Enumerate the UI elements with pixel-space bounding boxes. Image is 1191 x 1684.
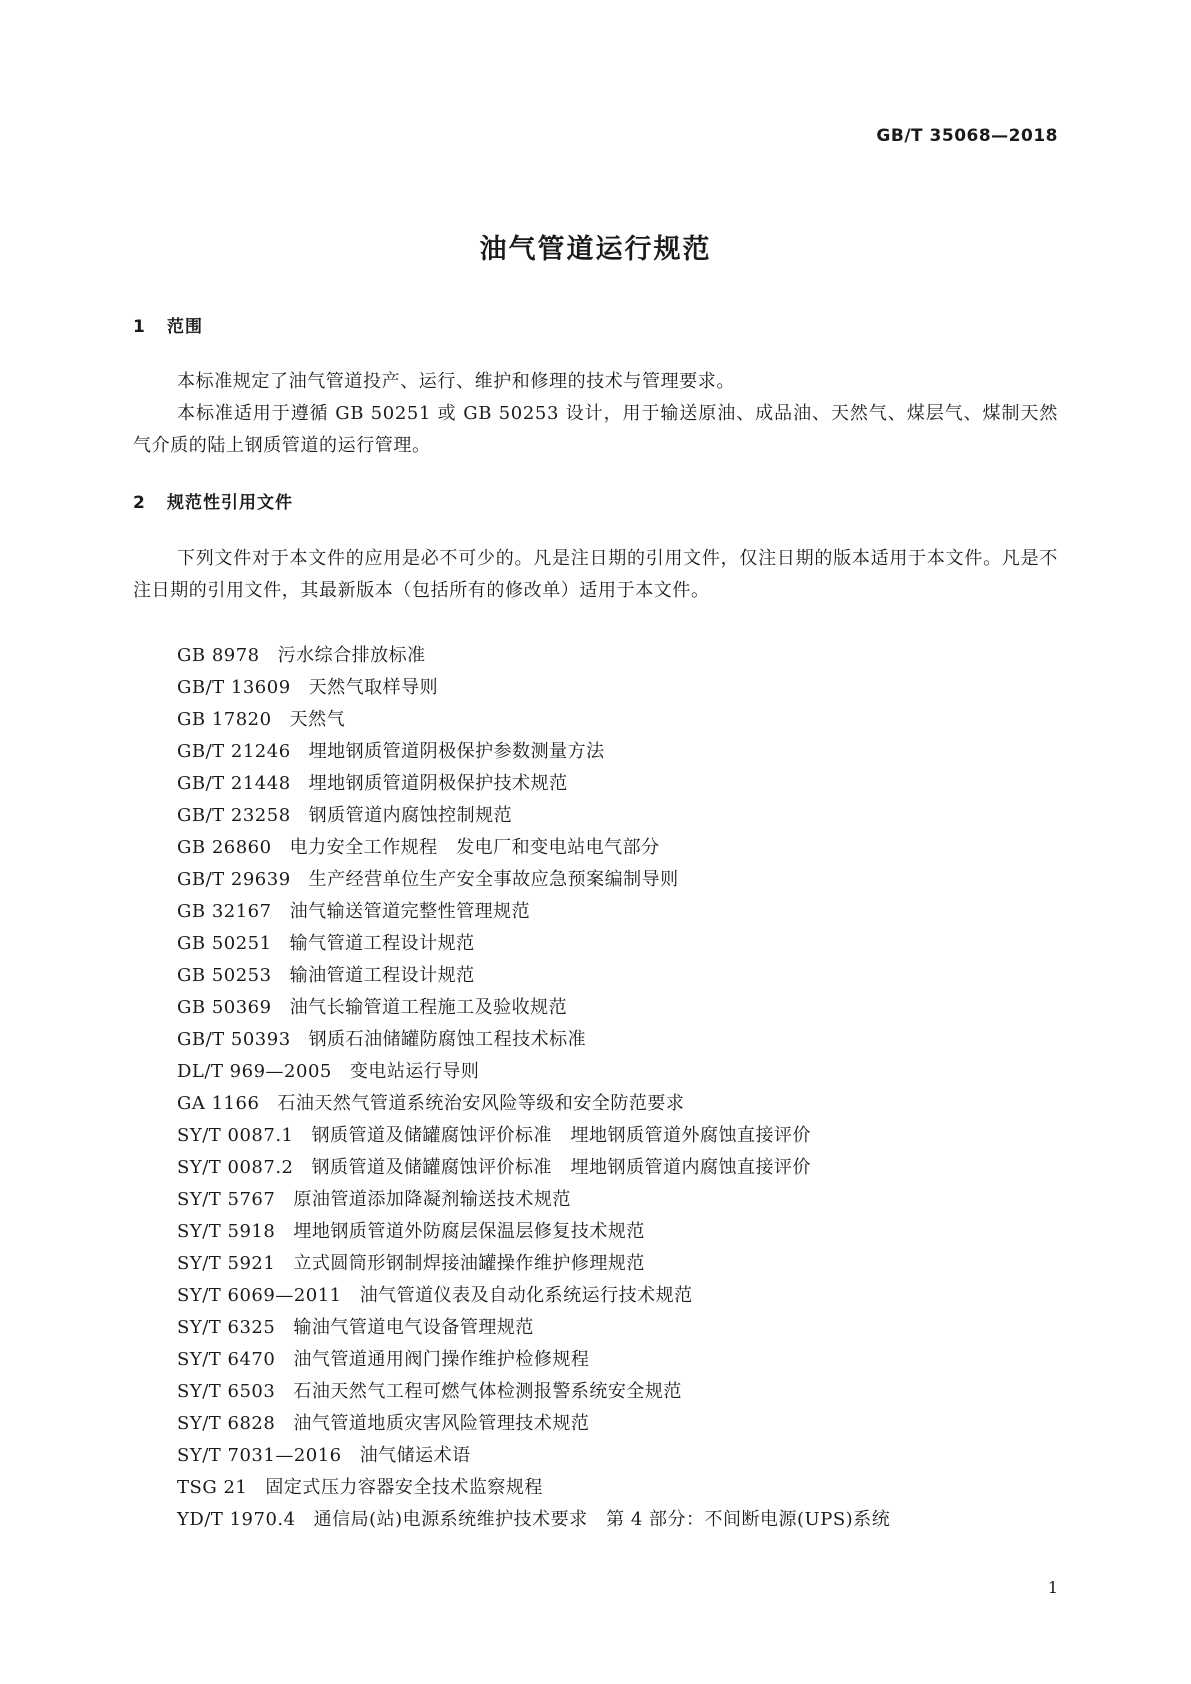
- reference-code: SY/T 5767: [177, 1189, 276, 1210]
- section-heading-normative-references: [133, 488, 293, 513]
- reference-item: [177, 1120, 890, 1152]
- reference-item: [177, 1440, 890, 1472]
- reference-code: GB 50253: [177, 965, 272, 986]
- reference-code: GB/T 23258: [177, 805, 291, 826]
- reference-title: 变电站运行导则: [349, 1061, 480, 1082]
- reference-code: GB 32167: [177, 901, 272, 922]
- reference-item: [177, 832, 890, 864]
- reference-code: SY/T 0087.2: [177, 1157, 294, 1178]
- reference-item: [177, 1152, 890, 1184]
- reference-title: 石油天然气管道系统治安风险等级和安全防范要求: [277, 1093, 685, 1114]
- reference-code: GB 17820: [177, 709, 272, 730]
- reference-title: 污水综合排放标准: [277, 645, 426, 666]
- reference-list: [177, 640, 890, 1536]
- reference-title: 天然气: [289, 709, 346, 730]
- reference-title: 埋地钢质管道外防腐层保温层修复技术规范: [293, 1221, 645, 1242]
- reference-item: [177, 1056, 890, 1088]
- reference-title: 油气管道仪表及自动化系统运行技术规范: [359, 1285, 693, 1306]
- reference-item: [177, 1024, 890, 1056]
- reference-code: YD/T 1970.4: [177, 1509, 296, 1530]
- document-title: 油气管道运行规范: [479, 234, 712, 265]
- reference-code: SY/T 0087.1: [177, 1125, 294, 1146]
- reference-code: TSG 21: [177, 1477, 248, 1498]
- reference-code: SY/T 5921: [177, 1253, 276, 1274]
- reference-item: [177, 1312, 890, 1344]
- reference-item: [177, 704, 890, 736]
- page-number: 1: [1047, 1578, 1058, 1597]
- reference-code: SY/T 6828: [177, 1413, 276, 1434]
- reference-title: 油气管道通用阀门操作维护检修规程: [293, 1349, 590, 1370]
- reference-code: DL/T 969—2005: [177, 1061, 332, 1082]
- reference-title: 油气输送管道完整性管理规范: [289, 901, 531, 922]
- paragraph: 本标准适用于遵循 GB 50251 或 GB 50253 设计，用于输送原油、成品油、天然气、煤层气、煤制天然气介质的陆上钢质管道的运行管理。: [133, 403, 1058, 456]
- reference-code: SY/T 6069—2011: [177, 1285, 342, 1306]
- reference-code: GA 1166: [177, 1093, 260, 1114]
- reference-item: [177, 864, 890, 896]
- section-title: 范围: [167, 317, 203, 337]
- reference-code: SY/T 6470: [177, 1349, 276, 1370]
- reference-code: SY/T 7031—2016: [177, 1445, 342, 1466]
- reference-title: 生产经营单位生产安全事故应急预案编制导则: [308, 869, 679, 890]
- reference-item: [177, 928, 890, 960]
- paragraph: 下列文件对于本文件的应用是必不可少的。凡是注日期的引用文件，仅注日期的版本适用于本文件。凡是不注日期的引用文件，其最新版本（包括所有的修改单）适用于本文件。: [133, 548, 1058, 601]
- reference-title: 原油管道添加降凝剂输送技术规范: [293, 1189, 571, 1210]
- reference-code: SY/T 5918: [177, 1221, 276, 1242]
- reference-item: [177, 672, 890, 704]
- section-title: 规范性引用文件: [167, 493, 293, 513]
- reference-title: 钢质管道及储罐腐蚀评价标准 埋地钢质管道内腐蚀直接评价: [311, 1157, 811, 1178]
- reference-title: 电力安全工作规程 发电厂和变电站电气部分: [289, 837, 660, 858]
- reference-item: [177, 800, 890, 832]
- reference-code: GB/T 50393: [177, 1029, 291, 1050]
- reference-item: [177, 1376, 890, 1408]
- reference-title: 输气管道工程设计规范: [289, 933, 475, 954]
- reference-item: [177, 1216, 890, 1248]
- reference-item: [177, 1408, 890, 1440]
- reference-code: GB 26860: [177, 837, 272, 858]
- reference-code: GB/T 21448: [177, 773, 291, 794]
- reference-item: [177, 1504, 890, 1536]
- reference-title: 油气管道地质灾害风险管理技术规范: [293, 1413, 590, 1434]
- reference-item: [177, 768, 890, 800]
- reference-title: 钢质石油储罐防腐蚀工程技术标准: [308, 1029, 587, 1050]
- reference-title: 天然气取样导则: [308, 677, 439, 698]
- reference-code: GB/T 13609: [177, 677, 291, 698]
- reference-title: 钢质管道内腐蚀控制规范: [308, 805, 513, 826]
- reference-item: [177, 992, 890, 1024]
- reference-item: [177, 1280, 890, 1312]
- reference-code: GB 50369: [177, 997, 272, 1018]
- reference-code: SY/T 6503: [177, 1381, 276, 1402]
- reference-item: [177, 896, 890, 928]
- reference-title: 钢质管道及储罐腐蚀评价标准 埋地钢质管道外腐蚀直接评价: [311, 1125, 811, 1146]
- reference-title: 立式圆筒形钢制焊接油罐操作维护修理规范: [293, 1253, 645, 1274]
- reference-code: GB 8978: [177, 645, 260, 666]
- reference-item: [177, 640, 890, 672]
- document-id: GB/T 35068—2018: [876, 126, 1058, 146]
- reference-title: 输油气管道电气设备管理规范: [293, 1317, 534, 1338]
- reference-item: [177, 1184, 890, 1216]
- section-number: 1: [133, 317, 146, 337]
- reference-title: 油气储运术语: [359, 1445, 471, 1466]
- reference-code: GB 50251: [177, 933, 272, 954]
- paragraph: 本标准规定了油气管道投产、运行、维护和修理的技术与管理要求。: [177, 371, 735, 392]
- reference-title: 通信局(站)电源系统维护技术要求 第 4 部分：不间断电源(UPS)系统: [313, 1509, 891, 1530]
- reference-title: 固定式压力容器安全技术监察规程: [265, 1477, 543, 1498]
- reference-item: [177, 1472, 890, 1504]
- reference-code: SY/T 6325: [177, 1317, 276, 1338]
- reference-title: 油气长输管道工程施工及验收规范: [289, 997, 568, 1018]
- reference-title: 埋地钢质管道阴极保护技术规范: [308, 773, 568, 794]
- reference-title: 石油天然气工程可燃气体检测报警系统安全规范: [293, 1381, 682, 1402]
- reference-item: [177, 736, 890, 768]
- reference-code: GB/T 29639: [177, 869, 291, 890]
- reference-item: [177, 960, 890, 992]
- reference-item: [177, 1088, 890, 1120]
- reference-code: GB/T 21246: [177, 741, 291, 762]
- section-number: 2: [133, 493, 146, 513]
- reference-item: [177, 1344, 890, 1376]
- reference-title: 输油管道工程设计规范: [289, 965, 475, 986]
- reference-title: 埋地钢质管道阴极保护参数测量方法: [308, 741, 605, 762]
- reference-item: [177, 1248, 890, 1280]
- section-heading-scope: [133, 312, 203, 337]
